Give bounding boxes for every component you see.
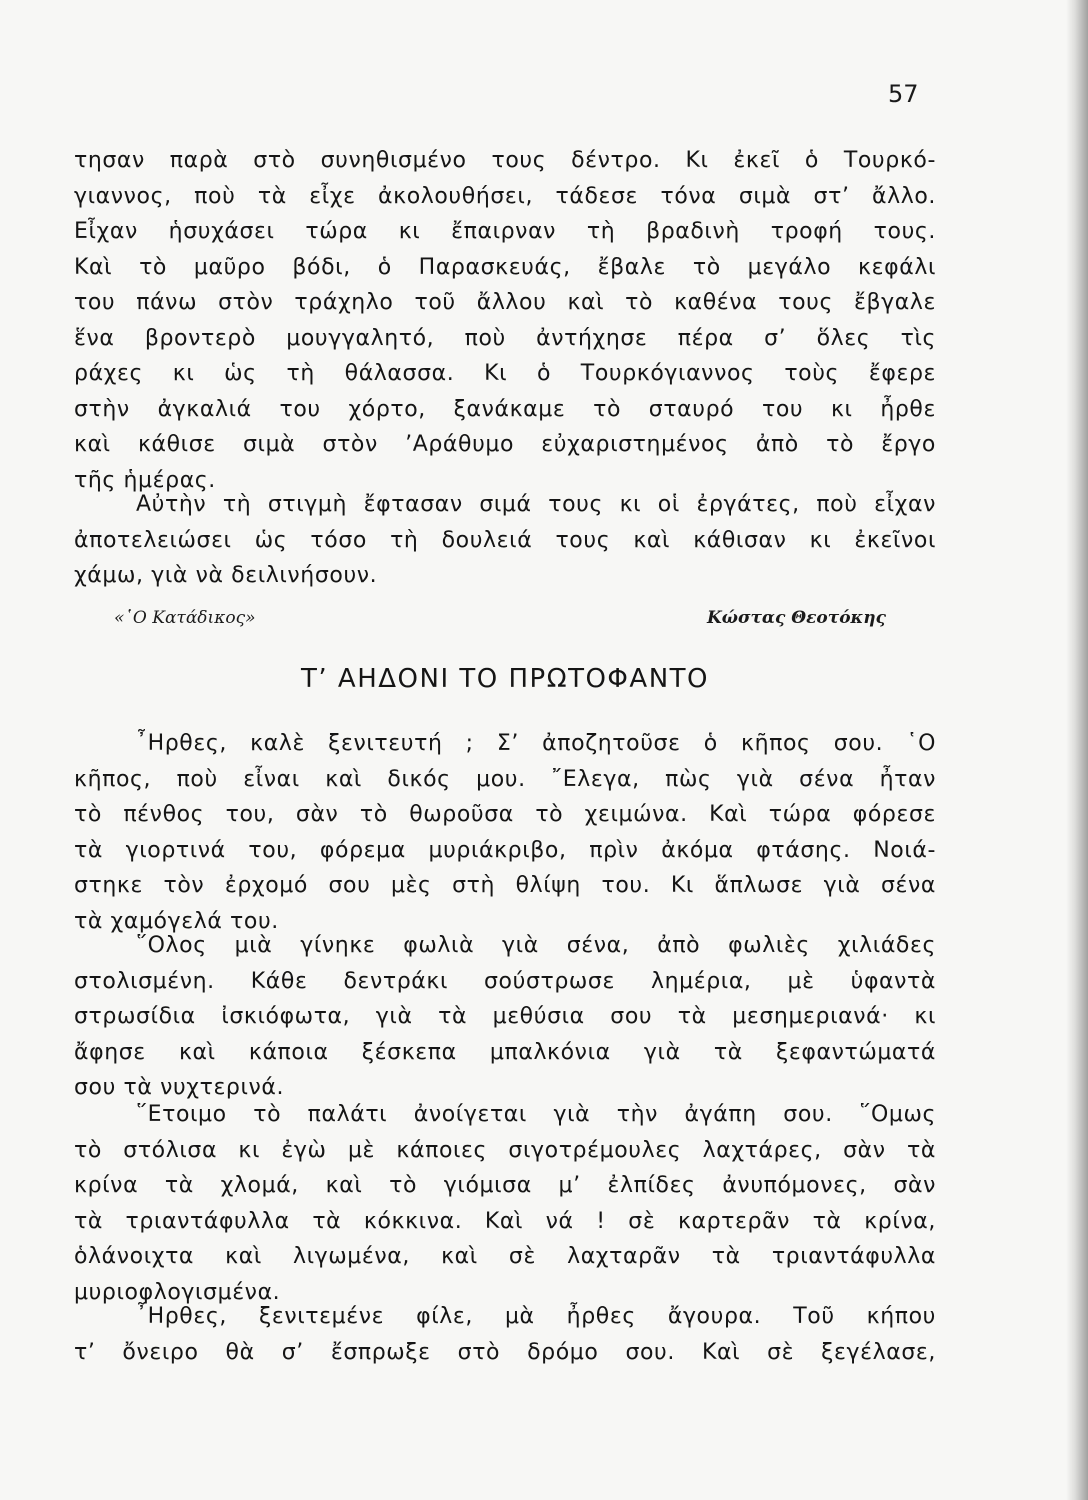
paragraph-4 xyxy=(74,928,936,1106)
text-line: τῆς ἡμέρας. xyxy=(74,467,216,493)
text-line: στηκε τὸν ἐρχομό σου μὲς στὴ θλίψη του. Κι ἅπλωσε γιὰ σένα xyxy=(74,873,936,898)
text-line: Αὐτὴν τὴ στιγμὴ ἔφτασαν σιμά τους κι οἱ ἐργάτες, ποὺ εἶχαν xyxy=(136,492,936,517)
text-line: του πάνω στὸν τράχηλο τοῦ ἄλλου καὶ τὸ καθένα τους ἔβγαλε xyxy=(74,290,936,315)
text-line: μυριοφλογισμένα. xyxy=(74,1279,281,1305)
paragraph-5 xyxy=(74,1097,936,1310)
source-citation: «῾Ο Κατάδικος» xyxy=(114,608,256,628)
text-line: στὴν ἀγκαλιά του χόρτο, ξανάκαμε τὸ σταυρό του κι ἦρθε xyxy=(74,396,936,422)
text-line: ῏Ηρθες, καλὲ ξενιτευτή ; Σ’ ἀποζητοῦσε ὁ κῆπος σου. ῾Ο xyxy=(136,731,936,756)
text-line: τησαν παρὰ στὸ συνηθισμένο τους δέντρο. Κι ἐκεῖ ὁ Τουρκό- xyxy=(74,148,936,173)
section-title: Τ’ ΑΗΔΟΝΙ ΤΟ ΠΡΩΤΟΦΑΝΤΟ xyxy=(301,664,709,694)
text-line: ἀποτελειώσει ὡς τόσο τὴ δουλειά τους καὶ κάθισαν κι ἐκεῖνοι xyxy=(74,527,936,553)
text-line: ράχες κι ὡς τὴ θάλασσα. Κι ὁ Τουρκόγιαννος τοὺς ἔφερε xyxy=(74,361,936,386)
text-line: ἄφησε καὶ κάποια ξέσκεπα μπαλκόνια γιὰ τὰ ξεφαντώματά xyxy=(74,1039,936,1065)
text-line: τὰ τριαντάφυλλα τὰ κόκκινα. Καὶ νά ! σὲ καρτερᾶν τὰ κρίνα, xyxy=(74,1208,936,1234)
text-line: τὰ χαμόγελά του. xyxy=(74,908,279,934)
text-line: τὰ γιορτινά του, φόρεμα μυριάκριβο, πρὶν ἀκόμα φτάσης. Νοιά- xyxy=(74,837,936,863)
text-line: κῆπος, ποὺ εἶναι καὶ δικός μου. ῎Ελεγα, πὼς γιὰ σένα ἦταν xyxy=(74,766,936,792)
paragraph-1 xyxy=(74,143,936,498)
paragraph-2 xyxy=(74,487,936,594)
text-line: καὶ κάθισε σιμὰ στὸν ’Αράθυμο εὐχαριστημένος ἀπὸ τὸ ἔργο xyxy=(74,432,936,457)
text-line: ῞Ολος μιὰ γίνηκε φωλιὰ γιὰ σένα, ἀπὸ φωλιὲς χιλιάδες xyxy=(136,933,936,958)
author-name: Κώστας Θεοτόκης xyxy=(707,608,886,628)
text-line: τ’ ὄνειρο θὰ σ’ ἔσπρωξε στὸ δρόμο σου. Καὶ σὲ ξεγέλασε, xyxy=(74,1339,936,1365)
text-line: σου τὰ νυχτερινά. xyxy=(74,1075,285,1100)
paragraph-3 xyxy=(74,726,936,939)
text-line: ῞Ετοιμο τὸ παλάτι ἀνοίγεται γιὰ τὴν ἀγάπη σου. ῞Ομως xyxy=(136,1102,936,1127)
text-line: στολισμένη. Κάθε δεντράκι σούστρωσε λημέρια, μὲ ὑφαντὰ xyxy=(74,968,936,994)
text-line: γιαννος, ποὺ τὰ εἶχε ἀκολουθήσει, τάδεσε τόνα σιμὰ στ’ ἄλλο. xyxy=(74,183,936,209)
text-line: ἕνα βροντερὸ μουγγαλητό, ποὺ ἀντήχησε πέρα σ’ ὅλες τὶς xyxy=(74,325,936,351)
text-line: κρίνα τὰ χλομά, καὶ τὸ γιόμισα μ’ ἐλπίδες ἀνυπόμονες, σὰν xyxy=(74,1173,936,1198)
text-line: χάμω, γιὰ νὰ δειλινήσουν. xyxy=(74,563,378,588)
text-line: στρωσίδια ἰσκιόφωτα, γιὰ τὰ μεθύσια σου τὰ μεσημεριανά· κι xyxy=(74,1004,936,1029)
text-line: Καὶ τὸ μαῦρο βόδι, ὁ Παρασκευάς, ἔβαλε τὸ μεγάλο κεφάλι xyxy=(74,254,936,280)
text-line: ὁλάνοιχτα καὶ λιγωμένα, καὶ σὲ λαχταρᾶν τὰ τριαντάφυλλα xyxy=(74,1244,936,1269)
text-line: Εἶχαν ἡσυχάσει τώρα κι ἔπαιρναν τὴ βραδινὴ τροφή τους. xyxy=(74,219,936,244)
text-line: τὸ στόλισα κι ἐγὼ μὲ κάποιες σιγοτρέμουλες λαχτάρες, σὰν τὰ xyxy=(74,1137,936,1163)
paragraph-6 xyxy=(74,1299,936,1370)
page-number: 57 xyxy=(888,80,919,108)
text-line: τὸ πένθος του, σὰν τὸ θωροῦσα τὸ χειμώνα. Καὶ τώρα φόρεσε xyxy=(74,802,936,827)
binding-shadow xyxy=(1066,0,1088,1500)
text-line: ῏Ηρθες, ξενιτεμένε φίλε, μὰ ἦρθες ἄγουρα. Τοῦ κήπου xyxy=(136,1304,936,1329)
